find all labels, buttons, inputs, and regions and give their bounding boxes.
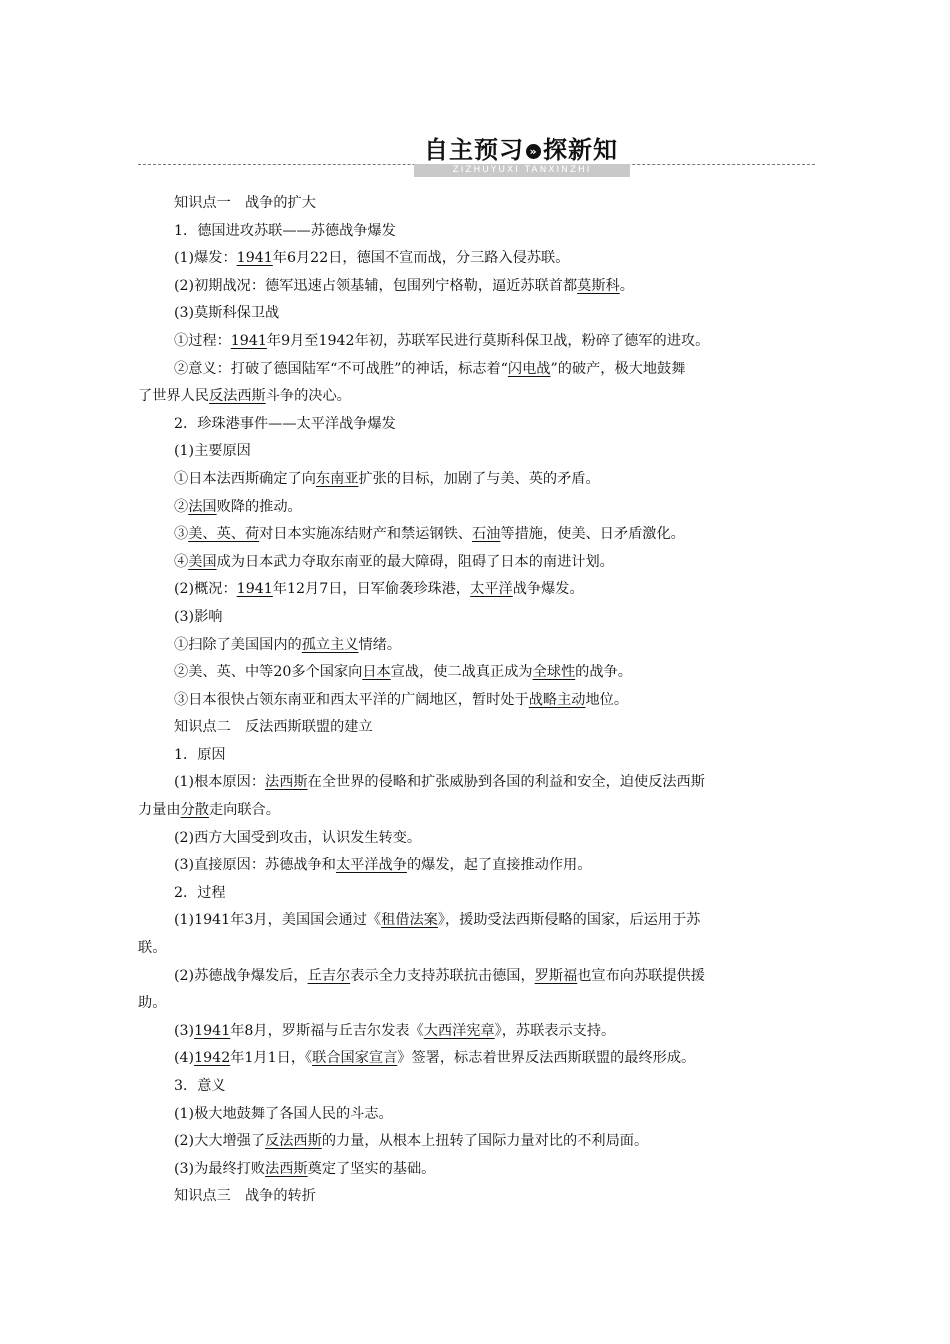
text-segment: (1)1941年3月，美国国会通过《 bbox=[174, 912, 382, 929]
text-line bbox=[138, 990, 815, 1018]
underlined-answer: 1941 bbox=[236, 250, 273, 267]
text-line bbox=[138, 273, 815, 301]
text-line bbox=[138, 356, 815, 384]
underlined-answer: 法西斯 bbox=[265, 774, 308, 791]
text-line bbox=[138, 1183, 815, 1211]
text-line bbox=[138, 1018, 815, 1046]
underlined-answer: 大西洋宪章 bbox=[423, 1022, 495, 1039]
text-segment: 力量由 bbox=[138, 802, 181, 819]
underlined-answer: 日本 bbox=[362, 664, 391, 681]
text-segment: ①日本法西斯确定了向 bbox=[174, 470, 316, 487]
underlined-answer: 1941 bbox=[230, 332, 267, 349]
underlined-answer: 战略主动 bbox=[528, 691, 586, 708]
banner-subtitle: ZIZHUYUXI TANXINZHI bbox=[414, 164, 630, 177]
text-line bbox=[138, 438, 815, 466]
text-line bbox=[138, 797, 815, 825]
text-line bbox=[138, 769, 815, 797]
text-segment: ③ bbox=[174, 526, 189, 543]
text-segment: ③日本很快占领东南亚和西太平洋的广阔地区，暂时处于 bbox=[174, 691, 529, 708]
text-line bbox=[138, 383, 815, 411]
text-line bbox=[138, 1073, 815, 1101]
text-segment: 的爆发，起了直接推动作用。 bbox=[406, 857, 592, 874]
underlined-answer: 1941 bbox=[236, 581, 273, 598]
underlined-answer: 闪电战 bbox=[507, 360, 551, 377]
text-line bbox=[138, 549, 815, 577]
text-segment: (3)直接原因：苏德战争和 bbox=[174, 857, 336, 874]
text-segment: 奠定了坚实的基础。 bbox=[307, 1160, 436, 1177]
text-line bbox=[138, 852, 815, 880]
text-segment: (2)初期战况：德军迅速占领基辅，包围列宁格勒，逼近苏联首都 bbox=[174, 277, 578, 294]
text-segment: (2)概况： bbox=[174, 581, 237, 598]
text-segment: 》，援助受法西斯侵略的国家，后运用于苏 bbox=[437, 912, 701, 929]
text-segment: 助。 bbox=[138, 995, 167, 1012]
underlined-answer: 反法西斯 bbox=[265, 1133, 322, 1150]
text-segment: 联。 bbox=[138, 940, 167, 957]
text-line bbox=[138, 907, 815, 935]
underlined-answer: 反法西斯 bbox=[208, 388, 266, 405]
text-line bbox=[138, 494, 815, 522]
text-segment: 。 bbox=[619, 277, 634, 294]
text-segment: 2．珍珠港事件——太平洋战争爆发 bbox=[174, 415, 396, 432]
text-segment: ①扫除了美国国内的 bbox=[174, 636, 302, 653]
underlined-answer: 联合国家宣言 bbox=[312, 1050, 398, 1067]
underlined-answer: 石油 bbox=[471, 526, 501, 543]
text-segment: 知识点二 反法西斯联盟的建立 bbox=[174, 719, 373, 736]
underlined-answer: 法西斯 bbox=[265, 1160, 308, 1177]
text-segment: 2．过程 bbox=[174, 884, 226, 901]
text-segment: 宣战，使二战真正成为 bbox=[390, 664, 533, 681]
text-segment: (1)爆发： bbox=[174, 250, 237, 267]
text-segment: 1．德国进攻苏联——苏德战争爆发 bbox=[174, 222, 396, 239]
text-segment: 1．原因 bbox=[174, 746, 226, 763]
text-segment: (1)根本原因： bbox=[174, 774, 266, 791]
banner-title-left: 自主预习 bbox=[424, 136, 524, 164]
text-segment: 知识点三 战争的转折 bbox=[174, 1188, 316, 1205]
text-segment: ②美、英、中等20多个国家向 bbox=[174, 664, 363, 681]
text-segment: ②意义：打破了德国陆军“不可战胜”的神话，标志着“ bbox=[174, 360, 508, 377]
text-segment: 年12月7日，日军偷袭珍珠港， bbox=[272, 581, 471, 598]
text-line bbox=[138, 300, 815, 328]
underlined-answer: 莫斯科 bbox=[577, 277, 620, 294]
text-segment: (3)莫斯科保卫战 bbox=[174, 305, 280, 322]
underlined-answer: 分散 bbox=[180, 802, 209, 819]
document-body bbox=[138, 190, 815, 1211]
underlined-answer: 孤立主义 bbox=[301, 636, 359, 653]
underlined-answer: 东南亚 bbox=[315, 470, 359, 487]
text-segment: (1)极大地鼓舞了各国人民的斗志。 bbox=[174, 1105, 393, 1122]
text-segment: 扩张的目标，加剧了与美、英的矛盾。 bbox=[358, 470, 600, 487]
text-line bbox=[138, 576, 815, 604]
text-segment: 年8月，罗斯福与丘吉尔发表《 bbox=[230, 1022, 424, 1039]
text-segment: 情绪。 bbox=[358, 636, 402, 653]
text-segment: 》签署，标志着世界反法西斯联盟的最终形成。 bbox=[397, 1050, 696, 1067]
text-segment: 等措施，使美、日矛盾激化。 bbox=[500, 526, 685, 543]
text-segment: (2)西方大国受到攻击，认识发生转变。 bbox=[174, 829, 422, 846]
text-segment: 的战争。 bbox=[575, 664, 632, 681]
text-segment: 在全世界的侵略和扩张威胁到各国的利益和安全，迫使反法西斯 bbox=[307, 774, 705, 791]
text-segment: 3．意义 bbox=[174, 1078, 226, 1094]
text-segment: 成为日本武力夺取东南亚的最大障碍，阻碍了日本的南进计划。 bbox=[216, 553, 614, 570]
underlined-answer: 租借法案 bbox=[381, 912, 438, 929]
text-segment: 也宣布向苏联提供援 bbox=[577, 967, 705, 984]
text-line bbox=[138, 1128, 815, 1156]
text-line bbox=[138, 714, 815, 742]
text-segment: 了世界人民 bbox=[138, 388, 209, 405]
underlined-answer: 罗斯福 bbox=[534, 967, 578, 984]
text-line bbox=[138, 466, 815, 494]
text-line bbox=[138, 411, 815, 439]
text-segment: 年6月22日，德国不宣而战，分三路入侵苏联。 bbox=[272, 250, 570, 267]
text-segment: 年9月至1942年初，苏联军民进行莫斯科保卫战，粉碎了德军的进攻。 bbox=[266, 332, 710, 349]
banner-title bbox=[424, 130, 618, 165]
text-segment: (3) bbox=[174, 1022, 195, 1039]
underlined-answer: 法国 bbox=[188, 498, 217, 515]
text-segment: 年1月1日，《 bbox=[230, 1050, 313, 1067]
text-segment: ② bbox=[174, 498, 189, 515]
section-banner bbox=[0, 128, 950, 178]
text-segment: 斗争的决心。 bbox=[265, 388, 351, 405]
text-line bbox=[138, 218, 815, 246]
text-segment: 知识点一 战争的扩大 bbox=[174, 195, 316, 211]
text-line bbox=[138, 604, 815, 632]
text-segment: 地位。 bbox=[585, 691, 629, 708]
text-segment: ①过程： bbox=[174, 332, 231, 349]
underlined-answer: 全球性 bbox=[532, 664, 576, 681]
underlined-answer: 美、英、荷 bbox=[188, 526, 260, 543]
text-segment: 表示全力支持苏联抗击德国， bbox=[350, 967, 535, 984]
text-segment: (2)苏德战争爆发后， bbox=[174, 967, 308, 984]
text-line bbox=[138, 521, 815, 549]
text-segment: (4) bbox=[174, 1050, 195, 1067]
text-segment: 走向联合。 bbox=[208, 802, 280, 819]
text-line bbox=[138, 1101, 815, 1129]
text-line bbox=[138, 935, 815, 963]
text-line bbox=[138, 659, 815, 687]
underlined-answer: 丘吉尔 bbox=[307, 967, 351, 984]
underlined-answer: 太平洋战争 bbox=[335, 857, 407, 874]
text-line bbox=[138, 963, 815, 991]
text-segment: 》，苏联表示支持。 bbox=[494, 1022, 616, 1039]
text-segment: (3)影响 bbox=[174, 608, 223, 625]
text-line bbox=[138, 687, 815, 715]
text-segment: 败降的推动。 bbox=[216, 498, 302, 515]
text-line bbox=[138, 825, 815, 853]
text-segment: 对日本实施冻结财产和禁运钢铁、 bbox=[259, 526, 472, 543]
text-segment: ④ bbox=[174, 553, 189, 570]
underlined-answer: 1942 bbox=[194, 1050, 231, 1067]
text-line bbox=[138, 190, 815, 218]
text-segment: (1)主要原因 bbox=[174, 443, 251, 460]
text-line bbox=[138, 1156, 815, 1184]
text-line bbox=[138, 245, 815, 273]
underlined-answer: 美国 bbox=[188, 553, 217, 570]
text-segment: ”的破产，极大地鼓舞 bbox=[550, 360, 686, 377]
text-segment: (3)为最终打败 bbox=[174, 1160, 266, 1177]
text-line bbox=[138, 742, 815, 770]
banner-title-right: 探新知 bbox=[543, 136, 618, 164]
text-segment: (2)大大增强了 bbox=[174, 1133, 266, 1150]
text-line bbox=[138, 328, 815, 356]
underlined-answer: 太平洋 bbox=[470, 581, 513, 598]
text-line bbox=[138, 880, 815, 908]
text-segment: 战争爆发。 bbox=[512, 581, 584, 598]
underlined-answer: 1941 bbox=[194, 1022, 231, 1039]
text-segment: 的力量，从根本上扭转了国际力量对比的不利局面。 bbox=[321, 1133, 649, 1150]
chevron-right-icon: » bbox=[526, 144, 541, 159]
text-line bbox=[138, 632, 815, 660]
text-line bbox=[138, 1045, 815, 1073]
